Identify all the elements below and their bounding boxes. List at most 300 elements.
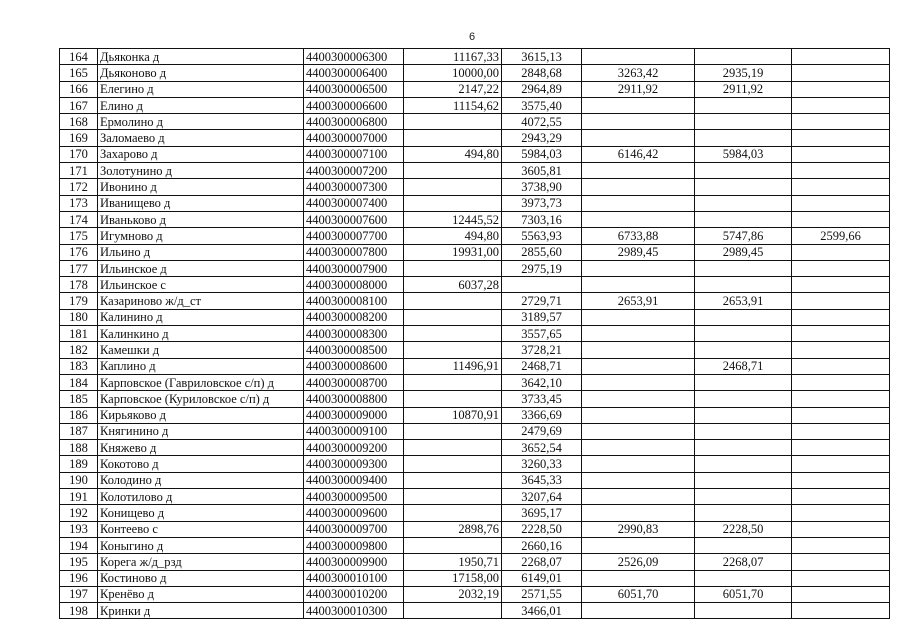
- table-row: [60, 244, 890, 260]
- value-2-cell: 2479,69: [502, 423, 582, 439]
- code-cell: 4400300006600: [304, 97, 404, 113]
- settlement-name-cell: Дьяконка д: [98, 49, 304, 65]
- value-5-cell: [792, 342, 890, 358]
- settlement-name-cell: Контеево с: [98, 521, 304, 537]
- code-cell: 4400300006400: [304, 65, 404, 81]
- table-row: [60, 570, 890, 586]
- code-cell: 4400300008200: [304, 309, 404, 325]
- value-4-cell: [695, 391, 792, 407]
- table-row: [60, 423, 890, 439]
- code-cell: 4400300009300: [304, 456, 404, 472]
- value-3-cell: [582, 505, 695, 521]
- value-2-cell: 3207,64: [502, 489, 582, 505]
- value-2-cell: [502, 277, 582, 293]
- table-row: [60, 358, 890, 374]
- value-1-cell: [404, 179, 502, 195]
- settlement-name-cell: Конищево д: [98, 505, 304, 521]
- row-number-cell: 196: [60, 570, 98, 586]
- settlement-name-cell: Заломаево д: [98, 130, 304, 146]
- value-1-cell: 6037,28: [404, 277, 502, 293]
- value-2-cell: 2943,29: [502, 130, 582, 146]
- value-3-cell: [582, 179, 695, 195]
- value-4-cell: [695, 277, 792, 293]
- value-5-cell: [792, 472, 890, 488]
- value-1-cell: 494,80: [404, 228, 502, 244]
- code-cell: 4400300009800: [304, 537, 404, 553]
- value-3-cell: [582, 195, 695, 211]
- value-3-cell: [582, 423, 695, 439]
- settlement-name-cell: Захарово д: [98, 146, 304, 162]
- table-row: [60, 603, 890, 619]
- value-3-cell: [582, 277, 695, 293]
- row-number-cell: 172: [60, 179, 98, 195]
- code-cell: 4400300008600: [304, 358, 404, 374]
- settlement-name-cell: Кирьяково д: [98, 407, 304, 423]
- table-row: [60, 342, 890, 358]
- value-1-cell: 10000,00: [404, 65, 502, 81]
- value-2-cell: 2571,55: [502, 586, 582, 602]
- value-3-cell: 2526,09: [582, 554, 695, 570]
- value-4-cell: [695, 472, 792, 488]
- settlement-name-cell: Коныгино д: [98, 537, 304, 553]
- value-3-cell: 6733,88: [582, 228, 695, 244]
- value-5-cell: [792, 277, 890, 293]
- value-2-cell: 3973,73: [502, 195, 582, 211]
- value-5-cell: 2599,66: [792, 228, 890, 244]
- code-cell: 4400300009700: [304, 521, 404, 537]
- value-1-cell: 10870,91: [404, 407, 502, 423]
- value-1-cell: [404, 326, 502, 342]
- value-4-cell: [695, 260, 792, 276]
- value-5-cell: [792, 114, 890, 130]
- value-5-cell: [792, 244, 890, 260]
- code-cell: 4400300009400: [304, 472, 404, 488]
- value-2-cell: 7303,16: [502, 211, 582, 227]
- code-cell: 4400300008700: [304, 374, 404, 390]
- value-4-cell: [695, 570, 792, 586]
- table-row: [60, 163, 890, 179]
- table-row: [60, 260, 890, 276]
- value-5-cell: [792, 358, 890, 374]
- table-row: [60, 293, 890, 309]
- row-number-cell: 184: [60, 374, 98, 390]
- value-5-cell: [792, 570, 890, 586]
- value-3-cell: [582, 391, 695, 407]
- value-2-cell: 3466,01: [502, 603, 582, 619]
- value-4-cell: 2268,07: [695, 554, 792, 570]
- value-3-cell: [582, 603, 695, 619]
- code-cell: 4400300007000: [304, 130, 404, 146]
- code-cell: 4400300006300: [304, 49, 404, 65]
- table-row: [60, 114, 890, 130]
- settlement-name-cell: Колодино д: [98, 472, 304, 488]
- value-3-cell: 2990,83: [582, 521, 695, 537]
- value-1-cell: [404, 391, 502, 407]
- row-number-cell: 178: [60, 277, 98, 293]
- value-2-cell: 3557,65: [502, 326, 582, 342]
- value-3-cell: [582, 570, 695, 586]
- row-number-cell: 166: [60, 81, 98, 97]
- code-cell: 4400300009200: [304, 440, 404, 456]
- value-5-cell: [792, 603, 890, 619]
- value-3-cell: [582, 130, 695, 146]
- value-1-cell: [404, 163, 502, 179]
- settlement-name-cell: Золотунино д: [98, 163, 304, 179]
- row-number-cell: 176: [60, 244, 98, 260]
- value-2-cell: 3575,40: [502, 97, 582, 113]
- value-1-cell: [404, 505, 502, 521]
- value-5-cell: [792, 130, 890, 146]
- table-row: [60, 277, 890, 293]
- table-row: [60, 49, 890, 65]
- settlement-name-cell: Ильинское с: [98, 277, 304, 293]
- value-3-cell: [582, 489, 695, 505]
- value-3-cell: [582, 374, 695, 390]
- value-2-cell: 3615,13: [502, 49, 582, 65]
- value-5-cell: [792, 211, 890, 227]
- value-5-cell: [792, 65, 890, 81]
- value-4-cell: 2911,92: [695, 81, 792, 97]
- row-number-cell: 167: [60, 97, 98, 113]
- row-number-cell: 180: [60, 309, 98, 325]
- value-1-cell: 2898,76: [404, 521, 502, 537]
- code-cell: 4400300008100: [304, 293, 404, 309]
- value-3-cell: 6146,42: [582, 146, 695, 162]
- row-number-cell: 190: [60, 472, 98, 488]
- value-5-cell: [792, 195, 890, 211]
- value-2-cell: 2729,71: [502, 293, 582, 309]
- settlement-name-cell: Елегино д: [98, 81, 304, 97]
- row-number-cell: 177: [60, 260, 98, 276]
- settlement-name-cell: Ивонино д: [98, 179, 304, 195]
- value-1-cell: [404, 423, 502, 439]
- value-1-cell: 2147,22: [404, 81, 502, 97]
- settlement-name-cell: Княгинино д: [98, 423, 304, 439]
- table-row: [60, 97, 890, 113]
- value-2-cell: 2228,50: [502, 521, 582, 537]
- settlement-name-cell: Ильинское д: [98, 260, 304, 276]
- code-cell: 4400300007600: [304, 211, 404, 227]
- value-4-cell: [695, 537, 792, 553]
- code-cell: 4400300007400: [304, 195, 404, 211]
- table-row: [60, 407, 890, 423]
- value-2-cell: 3738,90: [502, 179, 582, 195]
- value-5-cell: [792, 309, 890, 325]
- value-3-cell: [582, 97, 695, 113]
- value-4-cell: [695, 423, 792, 439]
- value-3-cell: 2911,92: [582, 81, 695, 97]
- code-cell: 4400300010300: [304, 603, 404, 619]
- code-cell: 4400300009900: [304, 554, 404, 570]
- row-number-cell: 198: [60, 603, 98, 619]
- value-2-cell: 2964,89: [502, 81, 582, 97]
- value-4-cell: [695, 114, 792, 130]
- settlement-name-cell: Кокотово д: [98, 456, 304, 472]
- row-number-cell: 182: [60, 342, 98, 358]
- value-3-cell: [582, 163, 695, 179]
- row-number-cell: 183: [60, 358, 98, 374]
- row-number-cell: 185: [60, 391, 98, 407]
- value-4-cell: [695, 407, 792, 423]
- value-5-cell: [792, 586, 890, 602]
- value-1-cell: 2032,19: [404, 586, 502, 602]
- value-2-cell: 3366,69: [502, 407, 582, 423]
- table-row: [60, 309, 890, 325]
- value-4-cell: 2228,50: [695, 521, 792, 537]
- value-1-cell: 12445,52: [404, 211, 502, 227]
- row-number-cell: 169: [60, 130, 98, 146]
- code-cell: 4400300007200: [304, 163, 404, 179]
- value-5-cell: [792, 489, 890, 505]
- value-1-cell: [404, 260, 502, 276]
- settlement-name-cell: Игумново д: [98, 228, 304, 244]
- row-number-cell: 181: [60, 326, 98, 342]
- value-4-cell: [695, 342, 792, 358]
- value-2-cell: 3605,81: [502, 163, 582, 179]
- value-1-cell: 11154,62: [404, 97, 502, 113]
- value-1-cell: [404, 489, 502, 505]
- value-4-cell: [695, 326, 792, 342]
- value-1-cell: [404, 293, 502, 309]
- row-number-cell: 194: [60, 537, 98, 553]
- value-4-cell: [695, 309, 792, 325]
- table-row: [60, 586, 890, 602]
- table-row: [60, 391, 890, 407]
- code-cell: 4400300006500: [304, 81, 404, 97]
- table-row: [60, 179, 890, 195]
- code-cell: 4400300007100: [304, 146, 404, 162]
- table-row: [60, 130, 890, 146]
- value-5-cell: [792, 326, 890, 342]
- code-cell: 4400300007700: [304, 228, 404, 244]
- row-number-cell: 187: [60, 423, 98, 439]
- value-3-cell: [582, 456, 695, 472]
- table-row: [60, 65, 890, 81]
- value-2-cell: 3652,54: [502, 440, 582, 456]
- value-4-cell: 6051,70: [695, 586, 792, 602]
- value-4-cell: [695, 374, 792, 390]
- settlement-name-cell: Ильино д: [98, 244, 304, 260]
- value-3-cell: 3263,42: [582, 65, 695, 81]
- row-number-cell: 170: [60, 146, 98, 162]
- value-4-cell: [695, 603, 792, 619]
- value-4-cell: [695, 195, 792, 211]
- data-table: [59, 48, 890, 619]
- value-1-cell: [404, 130, 502, 146]
- value-3-cell: [582, 472, 695, 488]
- settlement-name-cell: Казариново ж/д_ст: [98, 293, 304, 309]
- row-number-cell: 174: [60, 211, 98, 227]
- value-3-cell: [582, 440, 695, 456]
- value-4-cell: 2989,45: [695, 244, 792, 260]
- value-4-cell: [695, 179, 792, 195]
- value-5-cell: [792, 374, 890, 390]
- settlement-name-cell: Ермолино д: [98, 114, 304, 130]
- row-number-cell: 192: [60, 505, 98, 521]
- row-number-cell: 193: [60, 521, 98, 537]
- row-number-cell: 173: [60, 195, 98, 211]
- value-2-cell: 4072,55: [502, 114, 582, 130]
- code-cell: 4400300007800: [304, 244, 404, 260]
- settlement-name-cell: Карповское (Гавриловское с/п) д: [98, 374, 304, 390]
- table-row: [60, 195, 890, 211]
- value-1-cell: 494,80: [404, 146, 502, 162]
- value-1-cell: 1950,71: [404, 554, 502, 570]
- value-1-cell: [404, 342, 502, 358]
- value-2-cell: 3728,21: [502, 342, 582, 358]
- value-1-cell: [404, 537, 502, 553]
- value-5-cell: [792, 554, 890, 570]
- value-1-cell: 17158,00: [404, 570, 502, 586]
- row-number-cell: 171: [60, 163, 98, 179]
- settlement-name-cell: Карповское (Куриловское с/п) д: [98, 391, 304, 407]
- value-3-cell: [582, 309, 695, 325]
- value-1-cell: [404, 114, 502, 130]
- table-row: [60, 521, 890, 537]
- value-3-cell: 2653,91: [582, 293, 695, 309]
- value-4-cell: [695, 97, 792, 113]
- row-number-cell: 186: [60, 407, 98, 423]
- value-3-cell: [582, 326, 695, 342]
- value-3-cell: [582, 114, 695, 130]
- page-number: 6: [468, 31, 476, 43]
- table-row: [60, 211, 890, 227]
- value-2-cell: 2660,16: [502, 537, 582, 553]
- row-number-cell: 168: [60, 114, 98, 130]
- value-4-cell: 5747,86: [695, 228, 792, 244]
- code-cell: 4400300009500: [304, 489, 404, 505]
- value-2-cell: 3189,57: [502, 309, 582, 325]
- value-5-cell: [792, 440, 890, 456]
- row-number-cell: 175: [60, 228, 98, 244]
- row-number-cell: 188: [60, 440, 98, 456]
- settlement-name-cell: Княжево д: [98, 440, 304, 456]
- value-5-cell: [792, 179, 890, 195]
- value-4-cell: 2935,19: [695, 65, 792, 81]
- value-2-cell: 2468,71: [502, 358, 582, 374]
- value-5-cell: [792, 537, 890, 553]
- value-4-cell: [695, 456, 792, 472]
- value-5-cell: [792, 81, 890, 97]
- table-row: [60, 537, 890, 553]
- value-4-cell: [695, 49, 792, 65]
- value-2-cell: 3695,17: [502, 505, 582, 521]
- table-row: [60, 554, 890, 570]
- value-5-cell: [792, 521, 890, 537]
- value-5-cell: [792, 456, 890, 472]
- code-cell: 4400300008500: [304, 342, 404, 358]
- value-5-cell: [792, 163, 890, 179]
- row-number-cell: 189: [60, 456, 98, 472]
- row-number-cell: 164: [60, 49, 98, 65]
- table-row: [60, 81, 890, 97]
- value-5-cell: [792, 391, 890, 407]
- value-1-cell: [404, 195, 502, 211]
- value-1-cell: 19931,00: [404, 244, 502, 260]
- table-row: [60, 440, 890, 456]
- value-4-cell: 5984,03: [695, 146, 792, 162]
- settlement-name-cell: Кринки д: [98, 603, 304, 619]
- value-2-cell: 2855,60: [502, 244, 582, 260]
- row-number-cell: 165: [60, 65, 98, 81]
- value-3-cell: 6051,70: [582, 586, 695, 602]
- value-5-cell: [792, 49, 890, 65]
- table-row: [60, 489, 890, 505]
- code-cell: 4400300010100: [304, 570, 404, 586]
- row-number-cell: 191: [60, 489, 98, 505]
- value-1-cell: 11167,33: [404, 49, 502, 65]
- table-row: [60, 146, 890, 162]
- value-5-cell: [792, 97, 890, 113]
- value-4-cell: [695, 130, 792, 146]
- value-4-cell: [695, 440, 792, 456]
- settlement-name-cell: Камешки д: [98, 342, 304, 358]
- value-2-cell: 2848,68: [502, 65, 582, 81]
- row-number-cell: 179: [60, 293, 98, 309]
- code-cell: 4400300009600: [304, 505, 404, 521]
- value-4-cell: [695, 163, 792, 179]
- table-row: [60, 472, 890, 488]
- value-3-cell: [582, 342, 695, 358]
- settlement-name-cell: Калинкино д: [98, 326, 304, 342]
- value-1-cell: [404, 456, 502, 472]
- table-row: [60, 326, 890, 342]
- settlement-name-cell: Костиново д: [98, 570, 304, 586]
- value-3-cell: [582, 49, 695, 65]
- value-2-cell: 3642,10: [502, 374, 582, 390]
- value-1-cell: [404, 374, 502, 390]
- value-4-cell: [695, 211, 792, 227]
- value-3-cell: [582, 407, 695, 423]
- code-cell: 4400300008800: [304, 391, 404, 407]
- value-1-cell: [404, 603, 502, 619]
- value-3-cell: [582, 537, 695, 553]
- value-2-cell: 3260,33: [502, 456, 582, 472]
- value-3-cell: [582, 358, 695, 374]
- value-2-cell: 5984,03: [502, 146, 582, 162]
- settlement-name-cell: Колотилово д: [98, 489, 304, 505]
- value-5-cell: [792, 423, 890, 439]
- table-row: [60, 374, 890, 390]
- settlement-name-cell: Калинино д: [98, 309, 304, 325]
- value-2-cell: 2268,07: [502, 554, 582, 570]
- value-4-cell: [695, 489, 792, 505]
- code-cell: 4400300009000: [304, 407, 404, 423]
- code-cell: 4400300008000: [304, 277, 404, 293]
- code-cell: 4400300009100: [304, 423, 404, 439]
- value-2-cell: 3645,33: [502, 472, 582, 488]
- code-cell: 4400300007300: [304, 179, 404, 195]
- settlement-name-cell: Иванищево д: [98, 195, 304, 211]
- value-1-cell: [404, 440, 502, 456]
- table-row: [60, 456, 890, 472]
- code-cell: 4400300006800: [304, 114, 404, 130]
- table-row: [60, 505, 890, 521]
- value-3-cell: [582, 260, 695, 276]
- table-row: [60, 228, 890, 244]
- value-5-cell: [792, 407, 890, 423]
- value-3-cell: [582, 211, 695, 227]
- settlement-name-cell: Кренёво д: [98, 586, 304, 602]
- value-5-cell: [792, 293, 890, 309]
- settlement-name-cell: Каплино д: [98, 358, 304, 374]
- code-cell: 4400300007900: [304, 260, 404, 276]
- code-cell: 4400300010200: [304, 586, 404, 602]
- code-cell: 4400300008300: [304, 326, 404, 342]
- settlement-name-cell: Елино д: [98, 97, 304, 113]
- value-2-cell: 6149,01: [502, 570, 582, 586]
- value-1-cell: [404, 309, 502, 325]
